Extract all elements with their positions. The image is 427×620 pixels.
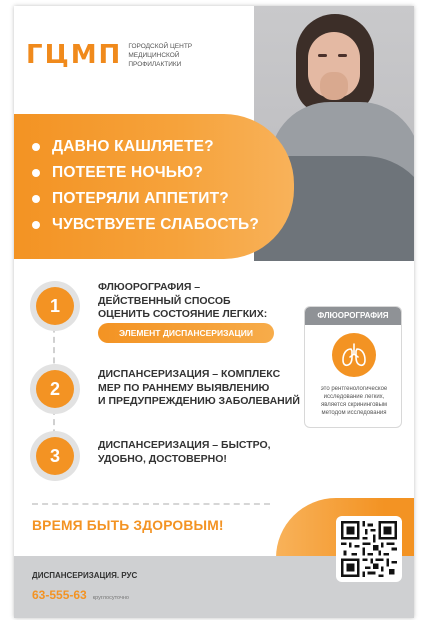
logo bbox=[26, 40, 192, 70]
step-number-badge: 2 bbox=[30, 364, 80, 414]
step-2 bbox=[30, 364, 300, 414]
step-text: ДИСПАНСЕРИЗАЦИЯ – БЫСТРО, УДОБНО, ДОСТОВЕРНО! bbox=[98, 439, 271, 465]
lungs-icon bbox=[332, 333, 376, 377]
step-3 bbox=[30, 431, 271, 481]
fluorography-card bbox=[304, 306, 402, 428]
bullet-icon bbox=[32, 143, 40, 151]
question-item: ЧУВСТВУЕТЕ СЛАБОСТЬ? bbox=[32, 212, 259, 238]
step-number-badge: 3 bbox=[30, 431, 80, 481]
question-item: ПОТЕРЯЛИ АППЕТИТ? bbox=[32, 186, 259, 212]
phone-note: круглосуточно bbox=[92, 595, 129, 601]
divider bbox=[32, 503, 270, 505]
card-description: это рентгенологическое исследование легких, является скрининговым методом исследования bbox=[320, 386, 388, 416]
website-link[interactable]: ДИСПАНСЕРИЗАЦИЯ. РУС bbox=[32, 571, 138, 580]
question-item: ПОТЕЕТЕ НОЧЬЮ? bbox=[32, 160, 259, 186]
question-item: ДАВНО КАШЛЯЕТЕ? bbox=[32, 134, 259, 160]
bullet-icon bbox=[32, 169, 40, 177]
qr-code-icon[interactable] bbox=[336, 516, 402, 582]
card-title: ФЛЮОРОГРАФИЯ bbox=[305, 307, 401, 325]
bullet-icon bbox=[32, 221, 40, 229]
slogan: ВРЕМЯ БЫТЬ ЗДОРОВЫМ! bbox=[32, 518, 224, 533]
step-text: ДИСПАНСЕРИЗАЦИЯ – КОМПЛЕКС МЕР ПО РАННЕМУ ВЫЯВЛЕНИЮ И ПРЕДУПРЕЖДЕНИЮ ЗАБОЛЕВАНИЙ bbox=[98, 368, 300, 407]
logo-text: ГОРОДСКОЙ ЦЕНТР МЕДИЦИНСКОЙ ПРОФИЛАКТИКИ bbox=[128, 42, 193, 68]
step-number-badge: 1 bbox=[30, 281, 80, 331]
poster bbox=[14, 6, 414, 618]
step-text: ФЛЮОРОГРАФИЯ – ДЕЙСТВЕННЫЙ СПОСОБ ОЦЕНИТЬ СОСТОЯНИЕ ЛЕГКИХ: bbox=[98, 281, 268, 320]
dispanserization-element-pill: ЭЛЕМЕНТ ДИСПАНСЕРИЗАЦИИ bbox=[98, 323, 274, 343]
bullet-icon bbox=[32, 195, 40, 203]
phone-block bbox=[32, 588, 129, 602]
phone-number[interactable]: 63-555-63 bbox=[32, 588, 87, 602]
questions-list bbox=[32, 134, 259, 238]
logo-mark: ГЦМП bbox=[26, 40, 123, 70]
